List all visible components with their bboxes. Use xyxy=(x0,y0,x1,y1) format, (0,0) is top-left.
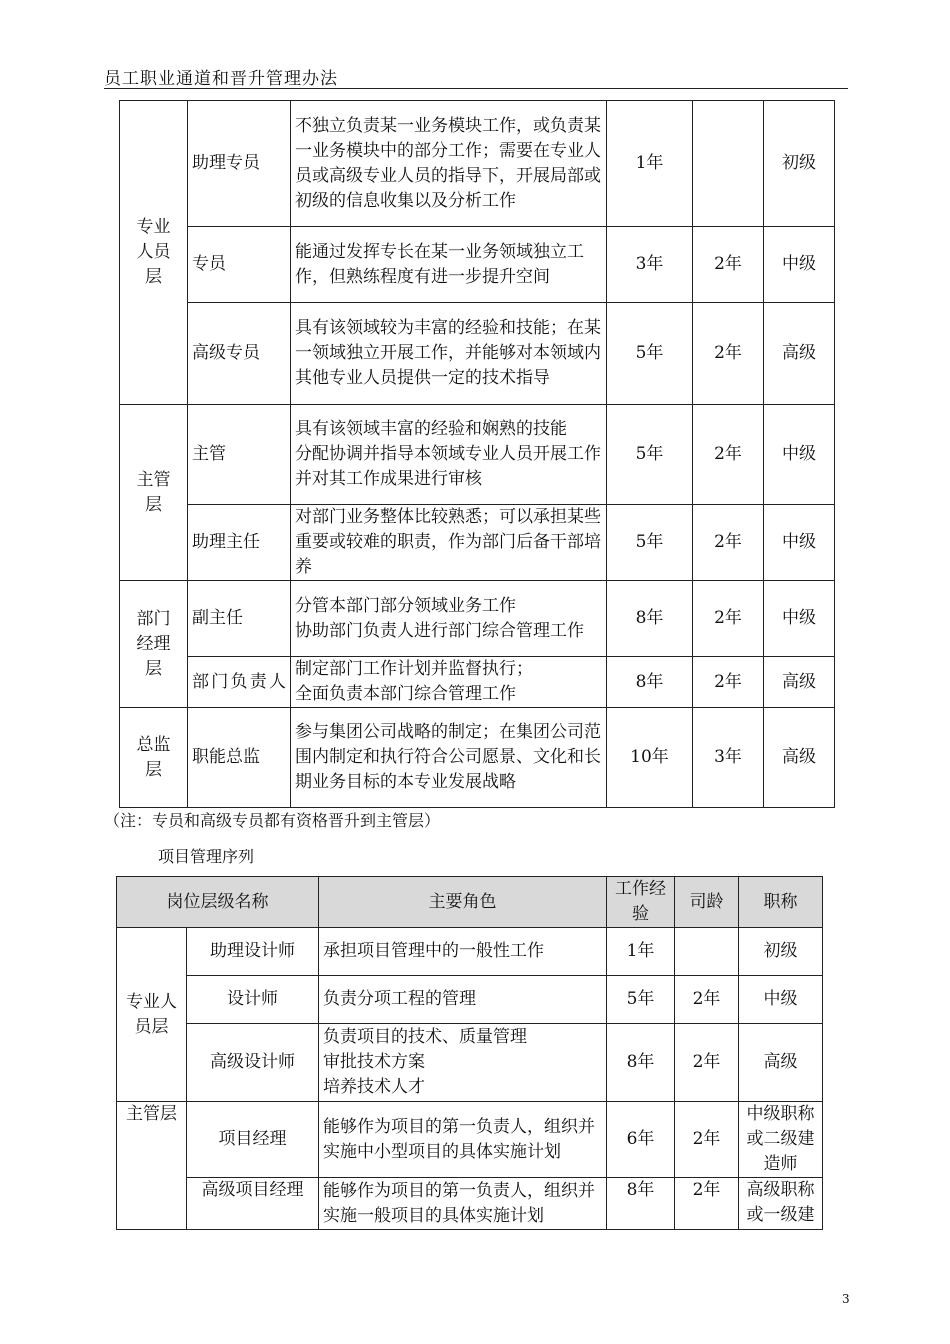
table-header-row xyxy=(117,877,823,928)
rank-cell: 中级 xyxy=(764,227,835,303)
exp-cell: 5年 xyxy=(607,405,693,505)
table-row xyxy=(117,1178,823,1230)
desc-cell: 负责项目的技术、质量管理 审批技术方案 培养技术人才 xyxy=(319,1024,607,1102)
table-row xyxy=(120,505,835,581)
header-exp: 工作经验 xyxy=(607,877,675,928)
title-cell: 副主任 xyxy=(188,581,291,657)
title-cell: 项目经理 xyxy=(187,1102,319,1178)
rank-cell: 高级 xyxy=(764,657,835,708)
table-row xyxy=(117,1102,823,1178)
table-row xyxy=(120,101,835,227)
exp-cell: 10年 xyxy=(607,708,693,808)
group-cell: 部门 经理 层 xyxy=(120,581,188,708)
rank-cell: 中级 xyxy=(764,581,835,657)
rank-cell: 初级 xyxy=(764,101,835,227)
title-cell: 助理专员 xyxy=(188,101,291,227)
title-cell: 主管 xyxy=(188,405,291,505)
exp-cell: 1年 xyxy=(607,101,693,227)
title-cell: 职能总监 xyxy=(188,708,291,808)
tenure-cell: 2年 xyxy=(675,976,739,1024)
tenure-cell: 2年 xyxy=(693,581,764,657)
desc-cell: 具有该领域丰富的经验和娴熟的技能 分配协调并指导本领域专业人员开展工作并对其工作成果进行审核 xyxy=(291,405,607,505)
group-cell: 总监 层 xyxy=(120,708,188,808)
exp-cell: 1年 xyxy=(607,928,675,976)
group-cell: 主管层 xyxy=(117,1102,187,1230)
desc-cell: 制定部门工作计划并监督执行； 全面负责本部门综合管理工作 xyxy=(291,657,607,708)
title-cell: 设计师 xyxy=(187,976,319,1024)
desc-cell: 负责分项工程的管理 xyxy=(319,976,607,1024)
tenure-cell: 3年 xyxy=(693,708,764,808)
document-header: 员工职业通道和晋升管理办法 xyxy=(104,69,338,89)
rank-cell: 中级 xyxy=(764,405,835,505)
table-row xyxy=(117,1024,823,1102)
rank-cell: 高级 xyxy=(739,1024,823,1102)
table-row xyxy=(120,657,835,708)
rank-cell: 中级 xyxy=(764,505,835,581)
exp-cell: 8年 xyxy=(607,1178,675,1230)
header-tenure: 司龄 xyxy=(675,877,739,928)
tenure-cell: 2年 xyxy=(675,1024,739,1102)
desc-cell: 能够作为项目的第一负责人，组织并实施一般项目的具体实施计划 xyxy=(319,1178,607,1230)
table-row xyxy=(120,708,835,808)
title-cell: 助理主任 xyxy=(188,505,291,581)
tenure-cell xyxy=(675,928,739,976)
tenure-cell: 2年 xyxy=(693,405,764,505)
desc-cell: 对部门业务整体比较熟悉；可以承担某些重要或较难的职责，作为部门后备干部培养 xyxy=(291,505,607,581)
section-title: 项目管理序列 xyxy=(158,847,255,866)
desc-cell: 不独立负责某一业务模块工作，或负责某一业务模块中的部分工作；需要在专业人员或高级专业人员的指导下，开展局部或初级的信息收集以及分析工作 xyxy=(291,101,607,227)
rank-cell: 高级职称或一级建 xyxy=(739,1178,823,1230)
group-cell: 主管 层 xyxy=(120,405,188,581)
rank-cell: 中级职称或二级建造师 xyxy=(739,1102,823,1178)
desc-cell: 参与集团公司战略的制定；在集团公司范围内制定和执行符合公司愿景、文化和长期业务目标的本专业发展战略 xyxy=(291,708,607,808)
title-cell: 高级专员 xyxy=(188,303,291,405)
table-row xyxy=(120,581,835,657)
desc-cell: 承担项目管理中的一般性工作 xyxy=(319,928,607,976)
page-number: 3 xyxy=(842,1292,850,1306)
tenure-cell: 2年 xyxy=(693,657,764,708)
header-rank: 职称 xyxy=(739,877,823,928)
table-row xyxy=(117,928,823,976)
header-role: 主要角色 xyxy=(319,877,607,928)
exp-cell: 3年 xyxy=(607,227,693,303)
title-cell: 助理设计师 xyxy=(187,928,319,976)
rank-cell: 高级 xyxy=(764,708,835,808)
tenure-cell xyxy=(693,101,764,227)
exp-cell: 8年 xyxy=(607,1024,675,1102)
rank-cell: 高级 xyxy=(764,303,835,405)
table-row xyxy=(120,303,835,405)
rank-cell: 初级 xyxy=(739,928,823,976)
table-row xyxy=(117,976,823,1024)
group-cell: 专业人员层 xyxy=(117,928,187,1102)
tenure-cell: 2年 xyxy=(693,227,764,303)
exp-cell: 8年 xyxy=(607,657,693,708)
desc-cell: 具有该领域较为丰富的经验和技能；在某一领域独立开展工作，并能够对本领域内其他专业人员提供一定的技术指导 xyxy=(291,303,607,405)
table-row xyxy=(120,227,835,303)
header-level: 岗位层级名称 xyxy=(117,877,319,928)
desc-cell: 能够作为项目的第一负责人，组织并实施中小型项目的具体实施计划 xyxy=(319,1102,607,1178)
title-cell: 专员 xyxy=(188,227,291,303)
tenure-cell: 2年 xyxy=(693,505,764,581)
exp-cell: 5年 xyxy=(607,505,693,581)
career-table-functional xyxy=(119,100,835,808)
header-rule xyxy=(104,88,848,89)
career-table-project xyxy=(116,876,823,1230)
table-row xyxy=(120,405,835,505)
tenure-cell: 2年 xyxy=(675,1178,739,1230)
desc-cell: 能通过发挥专长在某一业务领域独立工作，但熟练程度有进一步提升空间 xyxy=(291,227,607,303)
desc-cell: 分管本部门部分领域业务工作 协助部门负责人进行部门综合管理工作 xyxy=(291,581,607,657)
table-note: （注：专员和高级专员都有资格晋升到主管层） xyxy=(104,811,441,830)
tenure-cell: 2年 xyxy=(675,1102,739,1178)
rank-cell: 中级 xyxy=(739,976,823,1024)
title-cell: 高级项目经理 xyxy=(187,1178,319,1230)
title-cell: 高级设计师 xyxy=(187,1024,319,1102)
exp-cell: 8年 xyxy=(607,581,693,657)
exp-cell: 6年 xyxy=(607,1102,675,1178)
tenure-cell: 2年 xyxy=(693,303,764,405)
exp-cell: 5年 xyxy=(607,976,675,1024)
group-cell: 专业 人员 层 xyxy=(120,101,188,405)
exp-cell: 5年 xyxy=(607,303,693,405)
title-cell: 部门负责人 xyxy=(188,657,291,708)
